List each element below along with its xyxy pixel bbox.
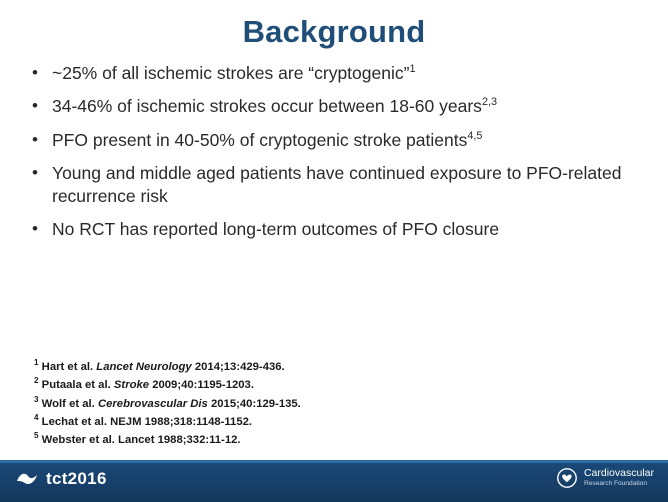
bullet-marker: • <box>32 63 38 82</box>
bullet-text <box>52 95 650 117</box>
bullet-marker: • <box>32 218 38 238</box>
list-item <box>26 62 650 84</box>
reference-pre: Putaala et al. <box>41 379 114 392</box>
bullet-list <box>26 62 650 251</box>
reference-list <box>34 358 634 449</box>
bullet-superscript: 2,3 <box>481 96 498 109</box>
list-item <box>26 129 650 151</box>
tct-logo-label: tct2016 <box>46 469 107 488</box>
crf-logo-line2: Research Foundation <box>583 480 648 488</box>
page-title: Background <box>242 14 426 49</box>
list-item <box>26 218 650 240</box>
reference-pre: Wolf et al. <box>41 397 98 410</box>
reference-number: 4 <box>34 413 39 423</box>
bullet-text-body: PFO present in 40-50% of cryptogenic stroke patients <box>52 129 468 150</box>
reference-pre: Lechat et al. NEJM 1988;318:1148-1152. <box>41 415 253 428</box>
bullet-text <box>52 62 650 84</box>
bullet-marker: • <box>32 163 38 183</box>
bullet-text-body: ~25% of all ischemic strokes are “cryptogenic” <box>52 63 410 83</box>
bullet-marker: • <box>32 96 38 116</box>
bullet-text <box>52 218 650 240</box>
bullet-superscript: 4,5 <box>467 129 483 142</box>
reference-item <box>34 376 634 394</box>
reference-post: 2015;40:129-135. <box>207 397 301 410</box>
crf-logo-line1: Cardiovascular <box>583 467 654 480</box>
reference-journal: Cerebrovascular Dis <box>97 397 208 410</box>
reference-number: 3 <box>34 394 39 404</box>
slide-footer <box>0 460 668 502</box>
bullet-text <box>52 162 650 207</box>
bullet-text-body: 34-46% of ischemic strokes occur between 18-60 years <box>52 96 482 117</box>
reference-pre: Webster et al. Lancet 1988;332:11-12. <box>41 434 241 447</box>
crf-logo-text <box>584 468 654 487</box>
reference-item <box>34 431 634 449</box>
tct-swoosh-icon <box>16 471 39 488</box>
list-item <box>26 162 650 207</box>
bullet-marker: • <box>32 129 38 149</box>
reference-pre: Hart et al. <box>41 361 97 373</box>
footer-accent-bar <box>0 460 668 463</box>
reference-number: 2 <box>34 376 39 386</box>
reference-number: 5 <box>34 431 39 441</box>
bullet-text-body: Young and middle aged patients have continued exposure to PFO-related recurrence risk <box>52 163 622 206</box>
reference-journal: Lancet Neurology <box>96 361 192 373</box>
crf-logo <box>556 468 654 488</box>
reference-post: 2009;40:1195-1203. <box>149 379 254 392</box>
tct-logo <box>16 469 107 489</box>
list-item <box>26 95 650 117</box>
reference-number: 1 <box>34 358 39 368</box>
reference-journal: Stroke <box>113 379 150 392</box>
reference-post: 2014;13:429-436. <box>191 361 285 373</box>
bullet-superscript: 1 <box>409 63 416 76</box>
reference-item <box>34 395 634 413</box>
crf-heart-icon <box>556 468 578 488</box>
bullet-text <box>52 129 650 151</box>
bullet-text-body: No RCT has reported long-term outcomes of PFO closure <box>52 218 500 239</box>
reference-item <box>34 413 634 431</box>
reference-item <box>34 358 634 376</box>
